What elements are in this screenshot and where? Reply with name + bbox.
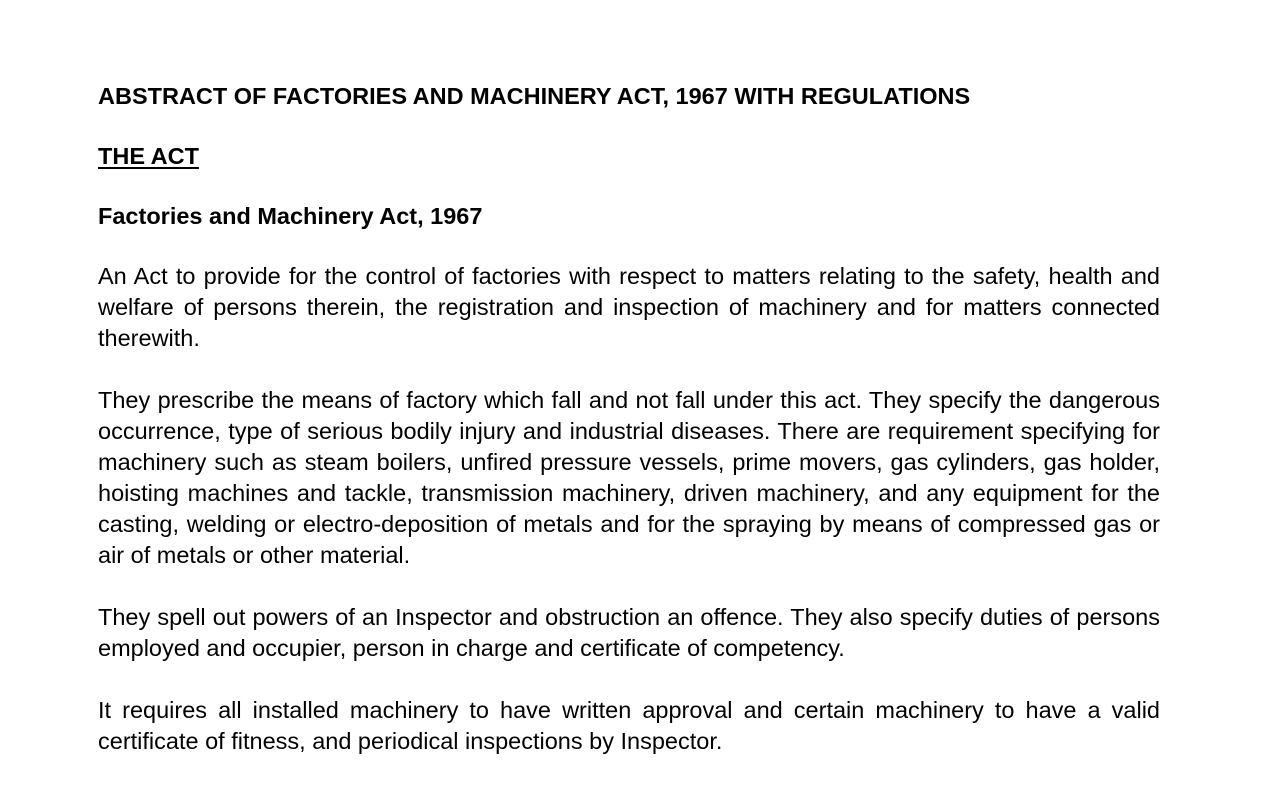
- paragraph-act-purpose: An Act to provide for the control of factories with respect to matters relating to the safety, health and welfare of persons therein, the registration and inspection of machinery and for matters connected therewith.: [98, 263, 1160, 351]
- paragraph-approval-inspection: It requires all installed machinery to have written approval and certain machinery to have a valid certificate of fitness, and periodical inspections by Inspector.: [98, 697, 1160, 754]
- paragraph-machinery-requirements: They prescribe the means of factory which fall and not fall under this act. They specify the dangerous occurrence, type of serious bodily injury and industrial diseases. There are requirement specifying for machinery such as steam boilers, unfired pressure vessels, prime movers, gas cylinders, gas holder, hoisting machines and tackle, transmission machinery, driven machinery, and any equipment for the casting, welding or electro-deposition of metals and for the spraying by means of compressed gas or air of metals or other material.: [98, 387, 1160, 568]
- section-heading: THE ACT: [98, 143, 199, 169]
- document-page: [98, 80, 1160, 757]
- act-subheading: Factories and Machinery Act, 1967: [98, 203, 483, 229]
- document-title: ABSTRACT OF FACTORIES AND MACHINERY ACT, 1967 WITH REGULATIONS: [98, 83, 971, 109]
- paragraph-inspector-powers: They spell out powers of an Inspector and obstruction an offence. They also specify duties of persons employed and occupier, person in charge and certificate of competency.: [98, 604, 1160, 661]
